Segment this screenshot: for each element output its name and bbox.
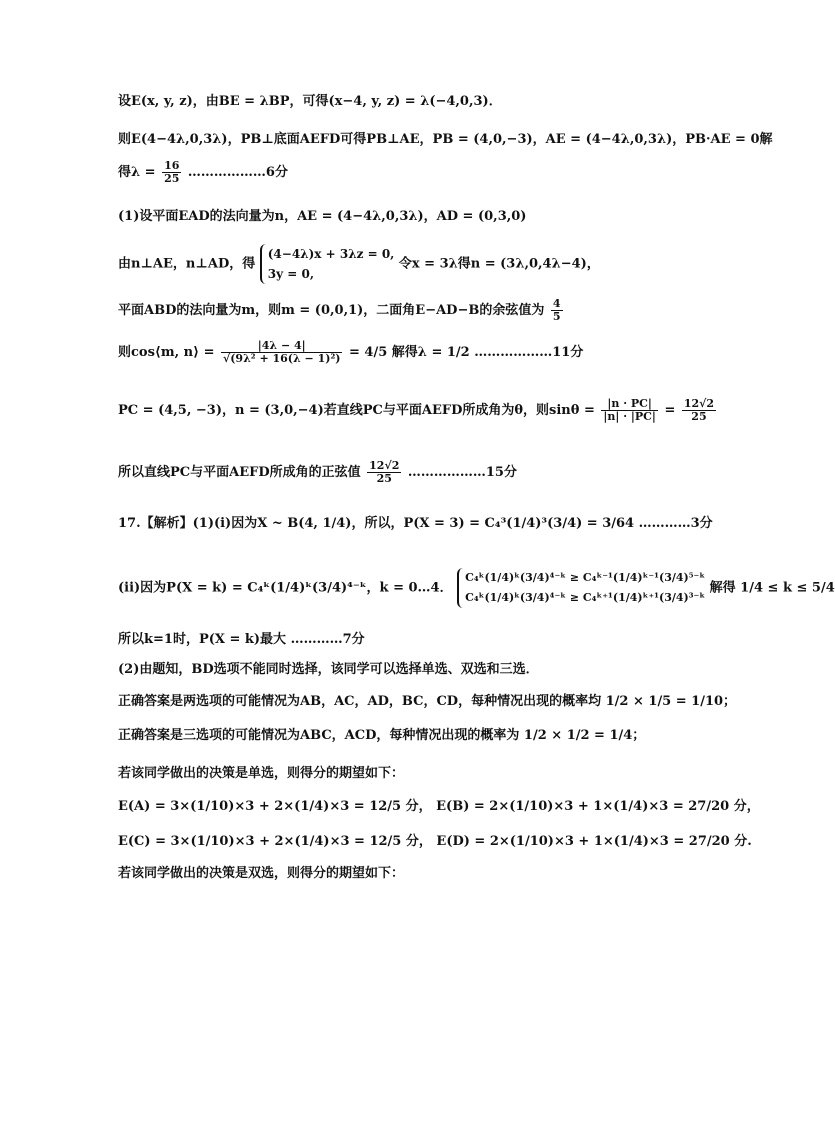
fraction: $\frac{12√2}{25}$	[369, 459, 400, 485]
text-line: E(C) = 3×(1/10)×3 + 2×(1/4)×3 = 12/5 分， E(D) = 2×(1/10)×3 + 1×(1/4)×3 = 27/20 分.	[118, 834, 752, 849]
inequality-system: C₄ᵏ(1/4)ᵏ(3/4)⁴⁻ᵏ ≥ C₄ᵏ⁻¹(1/4)ᵏ⁻¹(3/4)⁵⁻ᵏ C₄ᵏ(1/4)ᵏ(3/4)⁴⁻ᵏ ≥ C₄ᵏ⁺¹(1/4)ᵏ⁺¹(3/4)³⁻ᵏ	[457, 568, 705, 608]
text-line: (ii)因为P(X = k) = C₄ᵏ(1/4)ᵏ(3/4)⁴⁻ᵏ，k = 0…4． C₄ᵏ(1/4)ᵏ(3/4)⁴⁻ᵏ ≥ C₄ᵏ⁻¹(1/4)ᵏ⁻¹(3/4)⁵⁻ᵏ C₄ᵏ(1/4)ᵏ(3/4)⁴⁻ᵏ ≥ C₄ᵏ⁺¹(1/4)ᵏ⁺¹(3/4)³⁻ᵏ 解得 1/4 ≤ k ≤ 5/4	[118, 568, 835, 608]
text-line: 正确答案是两选项的可能情况为AB，AC，AD，BC，CD，每种情况出现的概率均 1/2 × 1/5 = 1/10；	[118, 694, 737, 709]
text-line: (1)设平面EAD的法向量为n，AE = (4−4λ,0,3λ)，AD = (0,3,0)	[118, 209, 527, 224]
score-marker: ………………15分	[407, 465, 517, 480]
text-line: PC = (4,5, −3)，n = (3,0,−4)若直线PC与平面AEFD所成角为θ，则sinθ = $\frac{|n \cdot PC|}{|n| \cdot |PC|}$ = $\frac{12√2}{25}$	[118, 397, 715, 423]
fraction: $\frac{16}{25}$	[164, 159, 180, 185]
text-line: 所以k=1时，P(X = k)最大 …………7分	[118, 632, 365, 647]
text-line	[118, 160, 288, 185]
text-line: 平面ABD的法向量为m，则m = (0,0,1)，二面角E−AD−B的余弦值为 $\frac{4}{5}$	[118, 297, 561, 323]
probability-expr: 1/2 × 1/2 = 1/4；	[523, 728, 646, 743]
fraction: $\frac{|n \cdot PC|}{|n| \cdot |PC|}$	[603, 397, 656, 423]
text-line: 正确答案是三选项的可能情况为ABC，ACD，每种情况出现的概率为 1/2 × 1/2 = 1/4；	[118, 728, 646, 743]
fraction: $\frac{4}{5}$	[552, 297, 561, 323]
text-line: 则E(4−4λ,0,3λ)，PB⊥底面AEFD可得PB⊥AE，PB = (4,0,−3)，AE = (4−4λ,0,3λ)，PB·AE = 0解	[118, 132, 773, 147]
text-line: (2)由题知，BD选项不能同时选择，该同学可以选择单选、双选和三选．	[118, 662, 539, 677]
text-line: 17.【解析】(1)(i)因为X ~ B(4, 1/4)，所以，P(X = 3) = C₄³(1/4)³(3/4) = 3/64 …………3分	[118, 516, 713, 531]
fraction: $\frac{|4\lambda - 4|}{\text{√(9λ² + 16(λ − 1)²)}}$	[223, 339, 341, 365]
text-line: E(A) = 3×(1/10)×3 + 2×(1/4)×3 = 12/5 分， E(B) = 2×(1/10)×3 + 1×(1/4)×3 = 27/20 分，	[118, 799, 760, 814]
text-line: 得λ =	[118, 165, 156, 180]
fraction: $\frac{12√2}{25}$	[683, 397, 715, 423]
text-line: 设E(x, y, z)，由BE = λBP，可得(x−4, y, z) = λ(−4,0,3)．	[118, 94, 502, 109]
text-line: 所以直线PC与平面AEFD所成角的正弦值 $\frac{12√2}{25}$ ………………15分	[118, 459, 517, 485]
probability-expr: 1/2 × 1/5 = 1/10；	[605, 694, 737, 709]
text-line: 若该同学做出的决策是双选，则得分的期望如下：	[118, 866, 405, 881]
score-marker: ………………6分	[187, 165, 288, 180]
text-line: 则cos⟨m, n⟩ = $\frac{|4\lambda - 4|}{\text{√(9λ² + 16(λ − 1)²)}}$ = 4/5 解得λ = 1/2 ………………11分	[118, 339, 584, 365]
text-line: 若该同学做出的决策是单选，则得分的期望如下：	[118, 766, 405, 781]
text-line: 由n⊥AE，n⊥AD，得 (4−4λ)x + 3λz = 0, 3y = 0, 令x = 3λ得n = (3λ,0,4λ−4)，	[118, 244, 600, 284]
equation-system: (4−4λ)x + 3λz = 0, 3y = 0,	[260, 244, 395, 284]
